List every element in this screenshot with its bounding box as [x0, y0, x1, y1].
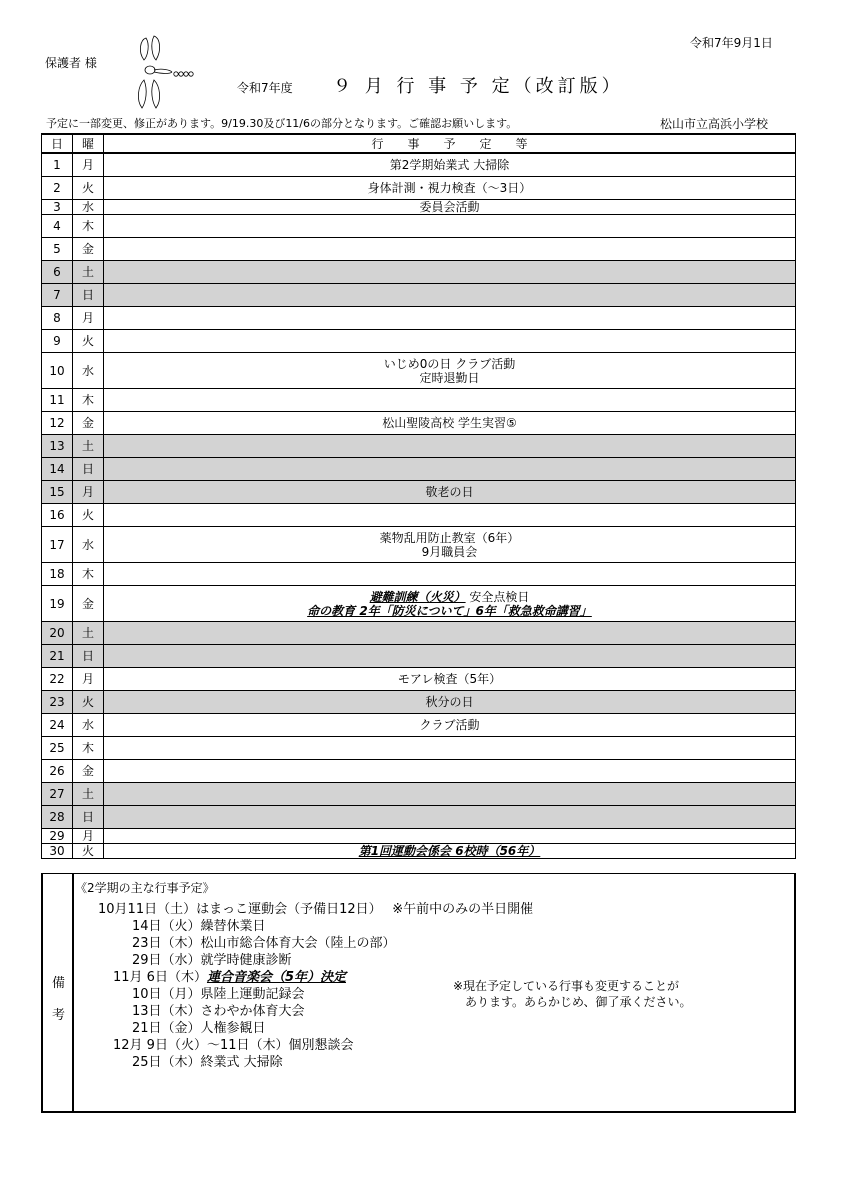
weekday-cell: 木 [73, 563, 104, 586]
weekday-cell: 木 [73, 389, 104, 412]
table-row [42, 829, 796, 844]
day-cell: 13 [42, 435, 73, 458]
event-cell [104, 284, 796, 307]
event-cell: 委員会活動 [104, 200, 796, 215]
notes-line: 10月11日（土）はまっこ運動会（予備日12日） ※午前中のみの半日開催 [98, 902, 534, 917]
table-row [42, 668, 796, 691]
weekday-cell: 水 [73, 200, 104, 215]
table-row [42, 737, 796, 760]
schedule-table [41, 133, 796, 859]
event-cell [104, 737, 796, 760]
day-cell: 20 [42, 622, 73, 645]
event-cell [104, 261, 796, 284]
notes-line: 23日（木）松山市総合体育大会（陸上の部） [132, 936, 396, 951]
day-cell: 26 [42, 760, 73, 783]
notes-line: 21日（金）人権参観日 [132, 1021, 266, 1036]
table-row [42, 481, 796, 504]
day-cell: 10 [42, 353, 73, 389]
weekday-cell: 土 [73, 783, 104, 806]
day-cell: 14 [42, 458, 73, 481]
table-row [42, 783, 796, 806]
day-cell: 30 [42, 844, 73, 859]
table-row [42, 200, 796, 215]
event-cell [104, 527, 796, 563]
header-day: 日 [42, 134, 73, 153]
weekday-cell: 金 [73, 760, 104, 783]
weekday-cell: 月 [73, 153, 104, 177]
weekday-cell: 月 [73, 668, 104, 691]
table-row [42, 806, 796, 829]
table-row [42, 691, 796, 714]
notes-line: 25日（木）終業式 大掃除 [132, 1055, 283, 1070]
day-cell: 15 [42, 481, 73, 504]
issue-date: 令和7年9月1日 [690, 36, 773, 50]
notes-line: 14日（火）繰替休業日 [132, 919, 266, 934]
event-cell [104, 783, 796, 806]
day-cell: 28 [42, 806, 73, 829]
day-cell: 3 [42, 200, 73, 215]
notes-line-prefix: 11月 6日（木） [113, 970, 207, 985]
event-cell [104, 760, 796, 783]
table-row [42, 714, 796, 737]
notes-label-column [43, 874, 74, 1111]
notes-line: 13日（木）さわやか体育大会 [132, 1004, 305, 1019]
life-education-text: 命の教育 2年「防災について」6年「救急救命講習」 [307, 603, 592, 618]
table-row [42, 330, 796, 353]
header-events: 行 事 予 定 等 [104, 134, 796, 153]
day-cell: 19 [42, 586, 73, 622]
table-row [42, 586, 796, 622]
day-cell: 22 [42, 668, 73, 691]
weekday-cell: 日 [73, 645, 104, 668]
weekday-cell: 土 [73, 435, 104, 458]
day-cell: 7 [42, 284, 73, 307]
event-cell [104, 307, 796, 330]
weekday-cell: 日 [73, 458, 104, 481]
event-cell: 松山聖陵高校 学生実習⑤ [104, 412, 796, 435]
day-cell: 6 [42, 261, 73, 284]
event-cell [104, 238, 796, 261]
addressee: 保護者 様 [45, 56, 97, 70]
table-row [42, 238, 796, 261]
day-cell: 21 [42, 645, 73, 668]
day-cell: 9 [42, 330, 73, 353]
weekday-cell: 火 [73, 177, 104, 200]
table-row [42, 622, 796, 645]
page-title: ９ 月 行 事 予 定（改訂版） [333, 76, 624, 97]
event-cell [104, 622, 796, 645]
notes-line: 12月 9日（火）～11日（木）個別懇談会 [113, 1038, 354, 1053]
weekday-cell: 金 [73, 238, 104, 261]
event-cell [104, 353, 796, 389]
table-row [42, 458, 796, 481]
event-cell: 第2学期始業式 大掃除 [104, 153, 796, 177]
school-name: 松山市立高浜小学校 [660, 117, 769, 131]
event-cell [104, 586, 796, 622]
notes-label-2: 考 [52, 1008, 66, 1023]
day-cell: 27 [42, 783, 73, 806]
event-cell: クラブ活動 [104, 714, 796, 737]
weekday-cell: 木 [73, 215, 104, 238]
notes-line: 10日（月）県陸上運動記録会 [132, 987, 305, 1002]
weekday-cell: 水 [73, 353, 104, 389]
table-row [42, 760, 796, 783]
table-row [42, 261, 796, 284]
notes-label-1: 備 [52, 976, 66, 991]
day-cell: 8 [42, 307, 73, 330]
event-cell: 第1回運動会係会 6校時（56年） [104, 844, 796, 859]
fiscal-year-label: 令和7年度 [237, 81, 293, 95]
table-row [42, 177, 796, 200]
event-cell [104, 389, 796, 412]
table-row [42, 412, 796, 435]
safety-check-text: 安全点検日 [465, 589, 530, 604]
day-cell: 11 [42, 389, 73, 412]
day-cell: 25 [42, 737, 73, 760]
table-row [42, 435, 796, 458]
weekday-cell: 日 [73, 284, 104, 307]
day-cell: 5 [42, 238, 73, 261]
day-cell: 2 [42, 177, 73, 200]
weekday-cell: 土 [73, 622, 104, 645]
weekday-cell: 月 [73, 307, 104, 330]
day-cell: 16 [42, 504, 73, 527]
joint-concert-text: 連合音楽会（5年）決定 [206, 970, 346, 985]
day-cell: 17 [42, 527, 73, 563]
event-cell [104, 645, 796, 668]
event-cell [104, 215, 796, 238]
table-row [42, 527, 796, 563]
revision-notice: 予定に一部変更、修正があります。9/19.30及び11/6の部分となります。ご確認お願いします。 [46, 117, 518, 130]
notes-remark [453, 978, 692, 1010]
day-cell: 23 [42, 691, 73, 714]
weekday-cell: 木 [73, 737, 104, 760]
table-row [42, 844, 796, 859]
event-line: 定時退勤日 [419, 370, 480, 385]
event-cell [104, 806, 796, 829]
event-cell [104, 829, 796, 844]
header-weekday: 曜 [73, 134, 104, 153]
table-row [42, 389, 796, 412]
weekday-cell: 金 [73, 412, 104, 435]
event-cell: 敬老の日 [104, 481, 796, 504]
weekday-cell: 月 [73, 829, 104, 844]
weekday-cell: 金 [73, 586, 104, 622]
weekday-cell: 火 [73, 844, 104, 859]
event-cell: 身体計測・視力検査（～3日） [104, 177, 796, 200]
table-row [42, 563, 796, 586]
event-cell [104, 563, 796, 586]
day-cell: 24 [42, 714, 73, 737]
event-line: 薬物乱用防止教室（6年） [379, 530, 520, 545]
table-row [42, 645, 796, 668]
event-cell [104, 435, 796, 458]
day-cell: 1 [42, 153, 73, 177]
weekday-cell: 土 [73, 261, 104, 284]
event-cell [104, 330, 796, 353]
notes-remark-line: ※現在予定している行事も変更することが [453, 979, 680, 993]
notes-remark-line: あります。あらかじめ、御了承ください。 [465, 995, 692, 1009]
table-row [42, 284, 796, 307]
notes-line: 29日（水）就学時健康診断 [132, 953, 292, 968]
table-row [42, 504, 796, 527]
event-cell [104, 504, 796, 527]
day-cell: 18 [42, 563, 73, 586]
table-row [42, 153, 796, 177]
event-cell: モアレ検査（5年） [104, 668, 796, 691]
dragonfly-icon [118, 30, 198, 110]
table-row [42, 215, 796, 238]
weekday-cell: 水 [73, 527, 104, 563]
day-cell: 12 [42, 412, 73, 435]
event-line: 9月職員会 [421, 544, 478, 559]
day-cell: 29 [42, 829, 73, 844]
weekday-cell: 日 [73, 806, 104, 829]
event-line: いじめ0の日 クラブ活動 [383, 356, 516, 371]
notes-heading: 《2学期の主な行事予定》 [75, 881, 215, 895]
evacuation-drill-text: 避難訓練（火災） [369, 589, 466, 604]
table-row [42, 307, 796, 330]
event-cell [104, 458, 796, 481]
day-cell: 4 [42, 215, 73, 238]
notes-line [113, 970, 346, 986]
event-cell: 秋分の日 [104, 691, 796, 714]
weekday-cell: 火 [73, 330, 104, 353]
weekday-cell: 火 [73, 504, 104, 527]
notes-section [41, 873, 796, 1113]
weekday-cell: 水 [73, 714, 104, 737]
event-line [104, 590, 795, 604]
weekday-cell: 月 [73, 481, 104, 504]
table-row [42, 353, 796, 389]
weekday-cell: 火 [73, 691, 104, 714]
